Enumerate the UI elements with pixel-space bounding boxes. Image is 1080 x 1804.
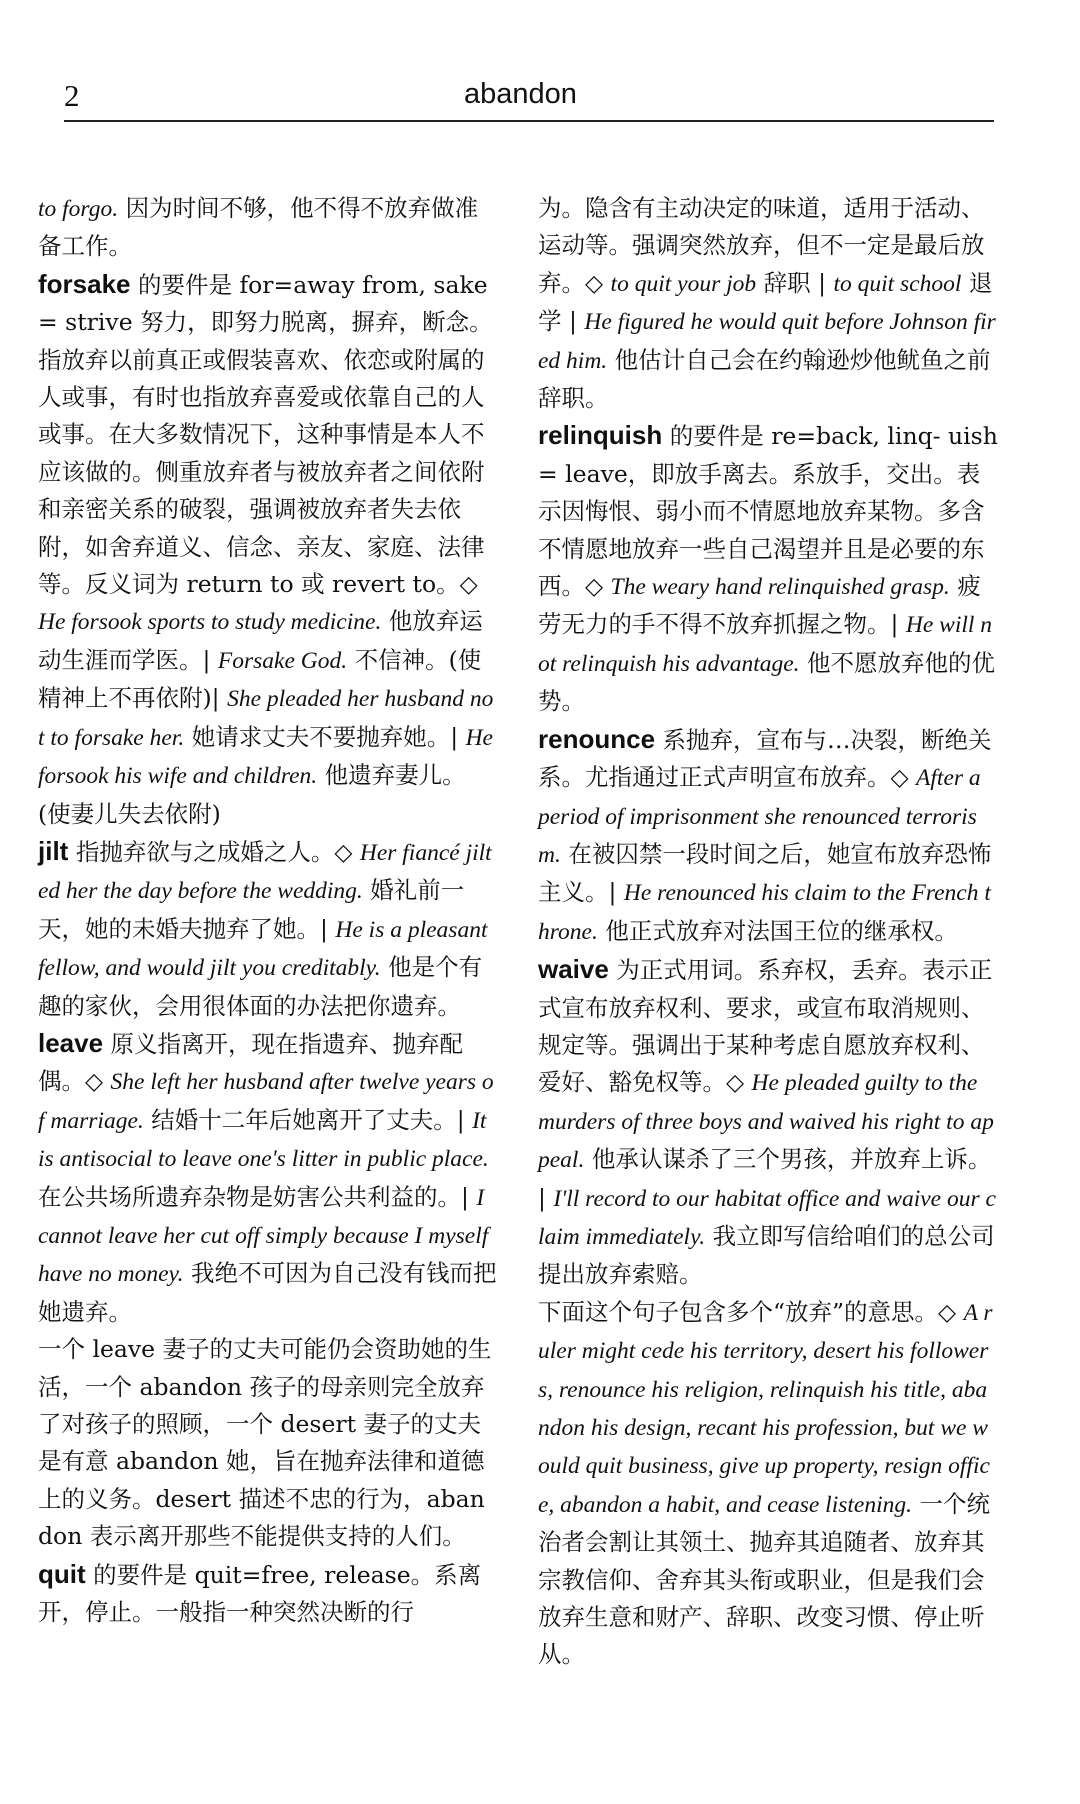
- dictionary-paragraph: [38, 833, 498, 1025]
- example-sentence: He forsook sports to study medicine.: [38, 609, 382, 636]
- definition-text: 疲劳无力的手不得不放弃抓握之物。|: [538, 572, 981, 639]
- definition-text: 他放弃运动生涯而学医。|: [38, 607, 483, 674]
- headword: leave: [38, 1027, 104, 1058]
- definition-text: 他是个有趣的家伙，会用很体面的办法把你遗弃。: [38, 953, 483, 1020]
- definition-text: 她请求丈夫不要抛弃她。|: [184, 722, 466, 751]
- dictionary-paragraph: [38, 1331, 498, 1555]
- page-header: [64, 70, 994, 122]
- dictionary-paragraph: [38, 190, 498, 266]
- definition-text: 因为时间不够，他不得不放弃做准备工作。: [38, 194, 479, 261]
- example-sentence: After a period of imprisonment she renounced terrorism.: [538, 765, 981, 868]
- definition-text: 一个 leave 妻子的丈夫可能仍会资助她的生活，一个 abandon 孩子的母亲则完全放弃了对孩子的照顾，一个 desert 妻子的丈夫是有意 abandon 她，旨在抛弃法律和道德上的义务。desert 描述不忠的行为，abandon 表示离开那些不能提供支持的人们。: [38, 1335, 492, 1551]
- definition-text: 婚礼前一天，她的未婚夫抛弃了她。|: [38, 876, 465, 943]
- dictionary-paragraph: [538, 951, 998, 1294]
- definition-text: 结婚十二年后她离开了丈夫。|: [143, 1105, 473, 1134]
- example-sentence: He is a pleasant fellow, and would jilt you creditably.: [38, 916, 488, 982]
- left-column: [38, 190, 498, 1631]
- definition-text: 的要件是 for=away from, sake= strive 努力，即努力脱离，摒弃，断念。指放弃以前真正或假装喜欢、依恋或附属的人或事，有时也指放弃喜爱或依靠自己的人或事。在大多数情况下，这种事情是本人不应该做的。侧重放弃者与被放弃者之间依附和亲密关系的破裂，强调被放弃者失去依附，如舍弃道义、信念、亲友、家庭、法律等。反义词为 return to 或 revert to。◇: [38, 270, 493, 599]
- definition-text: 他估计自己会在约翰逊炒他鱿鱼之前辞职。: [538, 345, 991, 413]
- definition-text: 指抛弃欲与之成婚之人。◇: [68, 837, 360, 866]
- page-number: 2: [64, 78, 80, 113]
- definition-text: 为正式用词。系弃权，丢弃。表示正式宣布放弃权利、要求，或宣布取消规则、规定等。强调出于某种考虑自愿放弃权利、爱好、豁免权等。◇: [538, 956, 993, 1097]
- definition-text: 在公共场所遗弃杂物是妨害公共利益的。|: [38, 1182, 477, 1211]
- definition-text: 为。隐含有主动决定的味道，适用于活动、运动等。强调突然放弃，但不一定是最后放弃。◇: [538, 194, 985, 297]
- definition-text: 在被囚禁一段时间之后，她宣布放弃恐怖主义。|: [538, 839, 992, 907]
- example-sentence: Her fiancé jilted her the day before the wedding.: [38, 839, 492, 905]
- definition-text: 不信神。(使精神上不再依附)|: [38, 645, 482, 713]
- example-sentence: I cannot leave her cut off simply because I myself have no money.: [38, 1184, 489, 1288]
- headword: jilt: [38, 835, 69, 866]
- example-sentence: to quit school: [833, 270, 962, 297]
- dictionary-paragraph: [538, 1294, 998, 1674]
- definition-text: 原义指离开，现在指遗弃、抛弃配偶。◇: [38, 1029, 464, 1096]
- definition-text: 下面这个句子包含多个“放弃”的意思。◇: [538, 1297, 964, 1326]
- example-sentence: She left her husband after twelve years of marriage.: [38, 1069, 494, 1134]
- example-sentence: It is antisocial to leave one's litter in public place.: [38, 1107, 489, 1173]
- running-head: abandon: [464, 78, 577, 110]
- example-sentence: Forsake God.: [217, 647, 348, 674]
- example-sentence: He renounced his claim to the French throne.: [538, 880, 991, 945]
- definition-text: 退学 |: [538, 268, 993, 336]
- example-sentence: She pleaded her husband not to forsake her.: [38, 686, 494, 751]
- right-column: [538, 190, 998, 1674]
- example-sentence: to quit your job: [610, 270, 757, 297]
- dictionary-paragraph: [38, 1556, 498, 1632]
- definition-text: 的要件是 re=back, linq- uish= leave，即放手离去。系放手，交出。表示因悔恨、弱小而不情愿地放弃某物。多含不情愿地放弃一些自己渴望并且是必要的东西。◇: [538, 422, 998, 601]
- definition-text: 我立即写信给咱们的总公司提出放弃索赔。: [538, 1221, 995, 1289]
- dictionary-paragraph: [38, 1025, 498, 1331]
- example-sentence: He will not relinquish his advantage.: [538, 612, 993, 677]
- definition-text: 他承认谋杀了三个男孩，并放弃上诉。|: [538, 1145, 992, 1212]
- example-sentence: I'll record to our habitat office and waive our claim immediately.: [538, 1185, 996, 1250]
- headword: renounce: [538, 723, 656, 754]
- example-sentence: A ruler might cede his territory, desert his followers, renounce his religion, relinquish his title, abandon his design, recant his profession, but we would quit business, give up property, resign office, abandon a habit, and cease listening.: [538, 1299, 993, 1518]
- dictionary-paragraph: [538, 721, 998, 951]
- dictionary-paragraph: [538, 417, 998, 720]
- example-sentence: He pleaded guilty to the murders of three boys and waived his right to appeal.: [538, 1070, 994, 1174]
- example-sentence: He figured he would quit before Johnson fired him.: [538, 309, 996, 374]
- definition-text: 的要件是 quit=free, release。系离开，停止。一般指一种突然决断的行: [38, 1560, 482, 1627]
- headword: waive: [538, 954, 609, 985]
- example-sentence: He forsook his wife and children.: [38, 724, 493, 790]
- example-sentence: to forgo.: [38, 196, 119, 222]
- definition-text: 辞职 |: [756, 268, 834, 297]
- definition-text: 他不愿放弃他的优势。: [538, 648, 996, 716]
- definition-text: 他遗弃妻儿。(使妻儿失去依附): [38, 761, 466, 828]
- headword: forsake: [38, 268, 131, 299]
- dictionary-paragraph: [38, 266, 498, 833]
- headword: quit: [38, 1558, 86, 1589]
- example-sentence: The weary hand relinquished grasp.: [610, 574, 950, 601]
- headword: relinquish: [538, 420, 663, 451]
- definition-text: 系抛弃，宣布与…决裂，断绝关系。尤指通过正式声明宣布放弃。◇: [538, 725, 992, 792]
- definition-text: 我绝不可因为自己没有钱而把她遗弃。: [38, 1259, 497, 1326]
- definition-text: 一个统治者会割让其领土、抛弃其追随者、放弃其宗教信仰、舍弃其头衔或职业，但是我们会放弃生意和财产、辞职、改变习惯、停止听从。: [538, 1489, 990, 1669]
- definition-text: 他正式放弃对法国王位的继承权。: [597, 916, 958, 945]
- dictionary-paragraph: [538, 190, 998, 417]
